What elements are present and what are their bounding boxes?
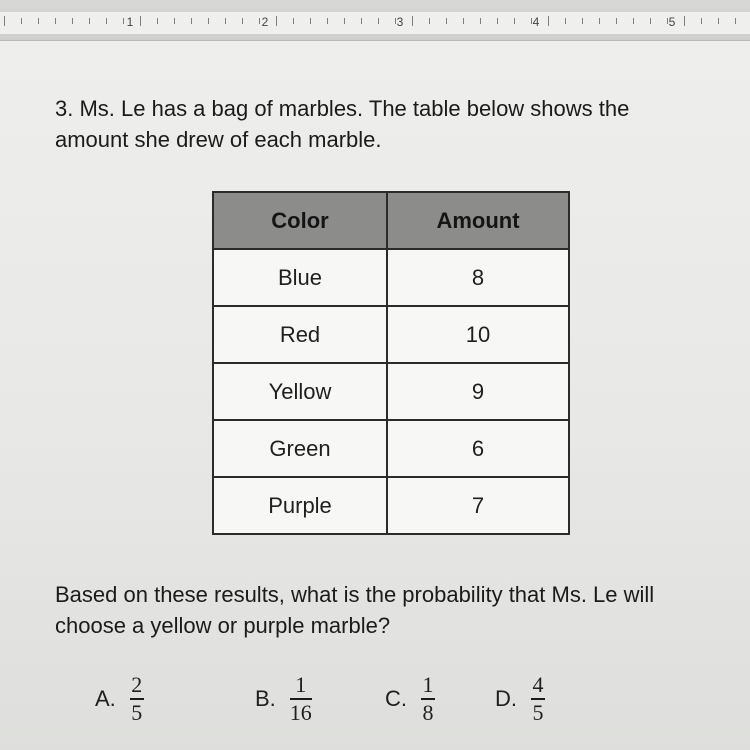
ruler-strip <box>0 12 750 34</box>
ruler-tick <box>225 18 226 24</box>
fraction <box>290 673 312 725</box>
ruler-tick <box>140 16 141 26</box>
cell-amount: 6 <box>387 420 569 477</box>
ruler-tick <box>497 18 498 24</box>
ruler-tick <box>684 16 685 26</box>
ruler-tick <box>650 18 651 24</box>
ruler-tick <box>174 18 175 24</box>
cell-color: Yellow <box>213 363 387 420</box>
table-row <box>213 420 569 477</box>
table-header-row <box>213 192 569 249</box>
fraction <box>130 673 144 725</box>
ruler-number: 1 <box>126 15 134 29</box>
ruler-tick <box>191 18 192 24</box>
ruler-tick <box>599 18 600 24</box>
marble-table <box>212 191 570 535</box>
choice-b[interactable] <box>255 673 312 725</box>
ruler-tick <box>565 18 566 24</box>
ruler-tick <box>4 16 5 26</box>
fraction-numerator: 1 <box>295 672 307 697</box>
cell-amount: 10 <box>387 306 569 363</box>
choice-a[interactable] <box>95 673 144 725</box>
ruler-tick <box>242 18 243 24</box>
ruler-tick <box>718 18 719 24</box>
choice-letter: A. <box>95 686 116 711</box>
ruler-tick <box>463 18 464 24</box>
ruler-tick <box>55 18 56 24</box>
ruler-tick <box>616 18 617 24</box>
choice-letter: C. <box>385 686 407 711</box>
header-amount: Amount <box>387 192 569 249</box>
table-row <box>213 249 569 306</box>
ruler-tick <box>208 18 209 24</box>
header-color: Color <box>213 192 387 249</box>
cell-color: Blue <box>213 249 387 306</box>
horizontal-ruler <box>0 0 750 41</box>
ruler-tick <box>72 18 73 24</box>
table-row <box>213 477 569 534</box>
fraction-denominator: 5 <box>532 700 544 725</box>
ruler-tick <box>106 18 107 24</box>
ruler-number: 2 <box>261 15 269 29</box>
fraction-numerator: 1 <box>422 672 434 697</box>
ruler-tick <box>701 18 702 24</box>
ruler-tick <box>344 18 345 24</box>
ruler-tick <box>293 18 294 24</box>
ruler-tick <box>480 18 481 24</box>
choice-letter: D. <box>495 686 517 711</box>
choice-c[interactable] <box>385 673 435 725</box>
ruler-number: 5 <box>668 15 676 29</box>
ruler-tick <box>361 18 362 24</box>
cell-amount: 8 <box>387 249 569 306</box>
ruler-tick <box>582 18 583 24</box>
ruler-tick <box>548 16 549 26</box>
fraction-denominator: 8 <box>422 700 434 725</box>
fraction <box>531 673 545 725</box>
ruler-tick <box>633 18 634 24</box>
ruler-tick <box>378 18 379 24</box>
question-text: 3. Ms. Le has a bag of marbles. The table below shows the amount she drew of each marble. <box>55 96 630 152</box>
ruler-tick <box>259 18 260 24</box>
choice-letter: B. <box>255 686 276 711</box>
ruler-tick <box>735 18 736 24</box>
table-row <box>213 306 569 363</box>
ruler-tick <box>310 18 311 24</box>
answer-choices <box>95 673 615 737</box>
fraction <box>421 673 435 725</box>
ruler-tick <box>446 18 447 24</box>
cell-color: Purple <box>213 477 387 534</box>
ruler-tick <box>514 18 515 24</box>
ruler-tick <box>276 16 277 26</box>
choice-d[interactable] <box>495 673 545 725</box>
ruler-tick <box>157 18 158 24</box>
cell-color: Green <box>213 420 387 477</box>
table-row <box>213 363 569 420</box>
ruler-tick <box>89 18 90 24</box>
fraction-denominator: 5 <box>131 700 143 725</box>
fraction-numerator: 4 <box>532 672 544 697</box>
cell-amount: 9 <box>387 363 569 420</box>
ruler-tick <box>327 18 328 24</box>
cell-amount: 7 <box>387 477 569 534</box>
ruler-tick <box>412 16 413 26</box>
ruler-tick <box>123 18 124 24</box>
document-page <box>0 41 750 750</box>
ruler-tick <box>429 18 430 24</box>
ruler-number: 3 <box>396 15 404 29</box>
prompt-text: Based on these results, what is the probability that Ms. Le will choose a yellow or purple marble? <box>55 582 655 638</box>
fraction-numerator: 2 <box>131 672 143 697</box>
cell-color: Red <box>213 306 387 363</box>
ruler-tick <box>38 18 39 24</box>
fraction-denominator: 16 <box>289 700 312 725</box>
ruler-number: 4 <box>532 15 540 29</box>
ruler-tick <box>21 18 22 24</box>
